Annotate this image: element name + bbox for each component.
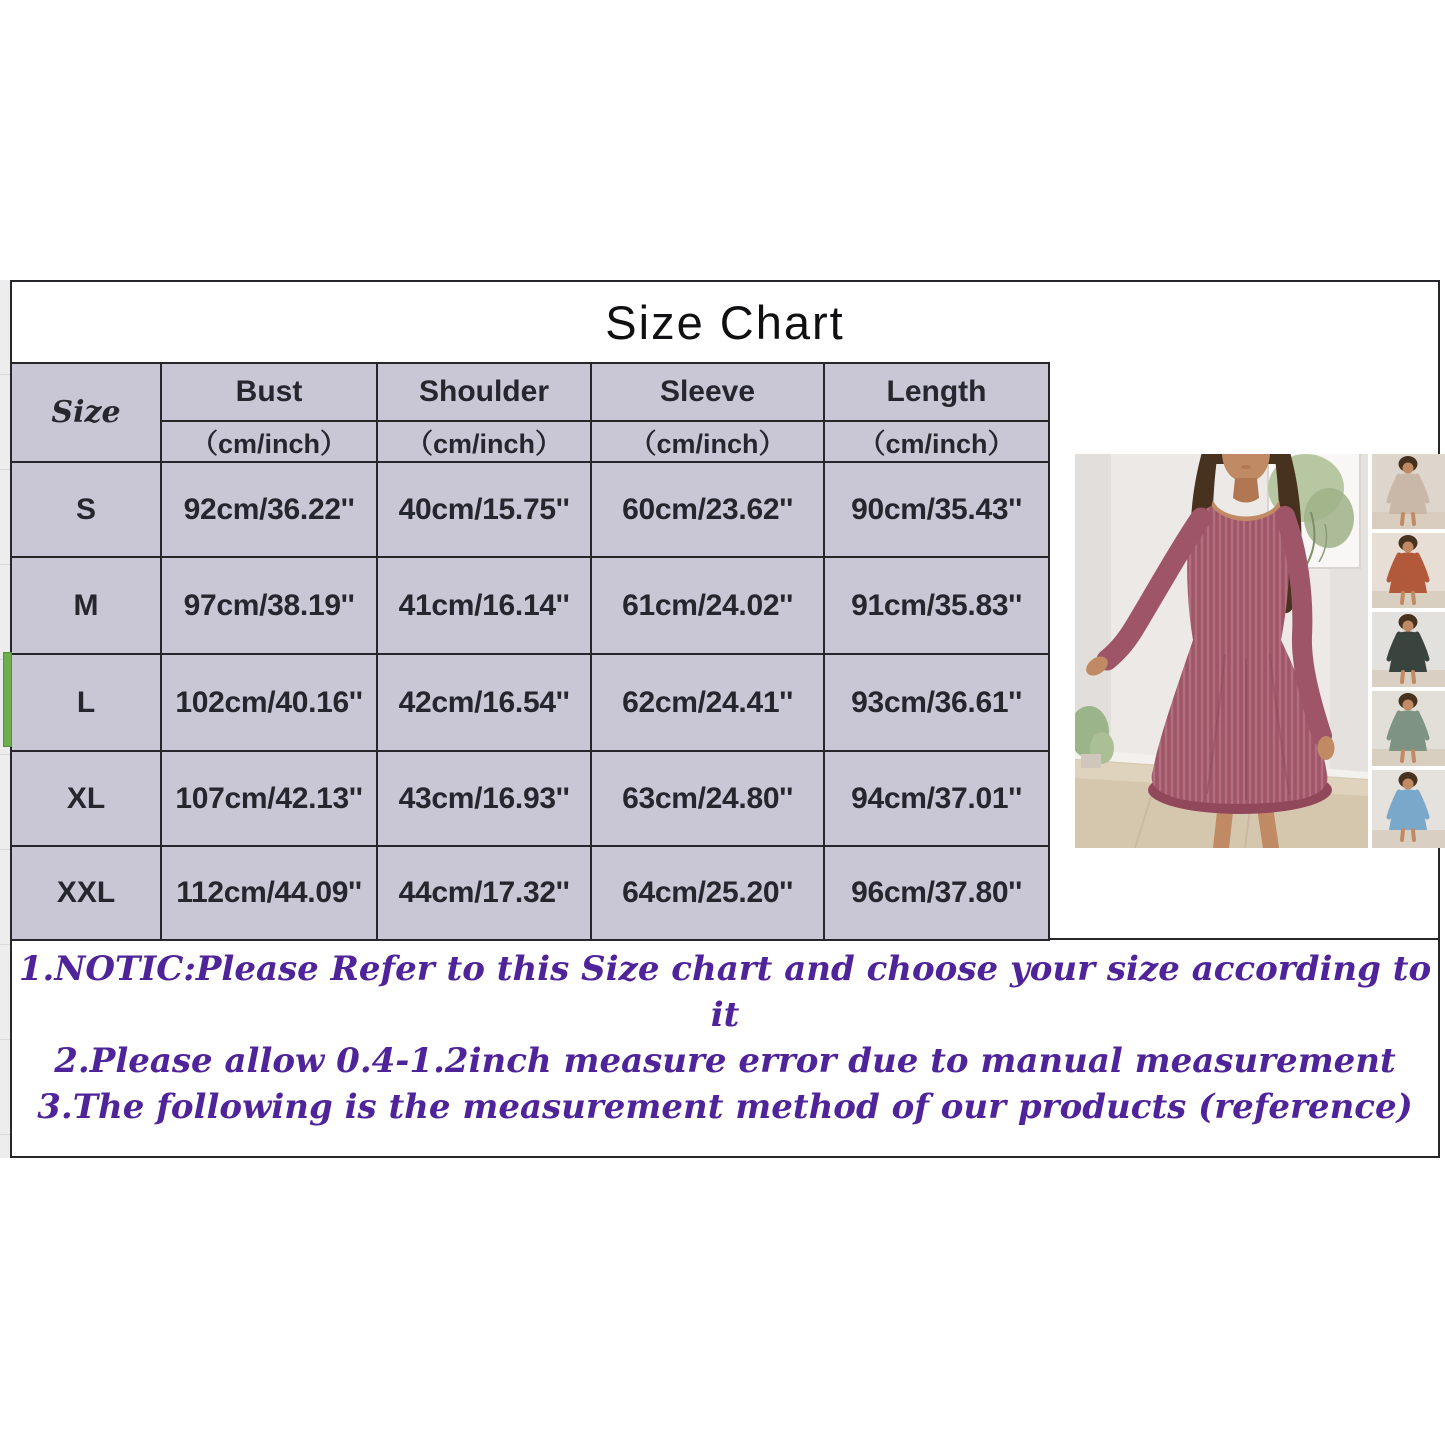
size-label: M bbox=[11, 557, 161, 654]
unit-label: （cm/inch） bbox=[377, 421, 591, 462]
length-value: 91cm/35.83'' bbox=[824, 557, 1049, 654]
sleeve-value: 61cm/24.02'' bbox=[591, 557, 824, 654]
size-label: XL bbox=[11, 751, 161, 846]
bust-value: 102cm/40.16'' bbox=[161, 654, 377, 751]
shoulder-value: 43cm/16.93'' bbox=[377, 751, 591, 846]
sleeve-value: 60cm/23.62'' bbox=[591, 462, 824, 557]
variant-thumbnails bbox=[1372, 454, 1445, 848]
unit-label: （cm/inch） bbox=[591, 421, 824, 462]
shoulder-value: 42cm/16.54'' bbox=[377, 654, 591, 751]
bust-value: 107cm/42.13'' bbox=[161, 751, 377, 846]
unit-label: （cm/inch） bbox=[161, 421, 377, 462]
neck bbox=[1233, 478, 1259, 503]
shoulder-value: 41cm/16.14'' bbox=[377, 557, 591, 654]
variant-thumbnail bbox=[1372, 533, 1445, 608]
length-value: 90cm/35.43'' bbox=[824, 462, 1049, 557]
table-row-xxl bbox=[11, 846, 1049, 940]
selected-row-marker bbox=[3, 652, 12, 747]
notes-cell bbox=[10, 938, 1440, 1158]
length-value: 93cm/36.61'' bbox=[824, 654, 1049, 751]
sleeve-value: 64cm/25.20'' bbox=[591, 846, 824, 940]
note-line: 1.NOTIC:Please Refer to this Size chart and choose your size according to it bbox=[18, 949, 1432, 1035]
size-chart-table bbox=[10, 362, 1050, 941]
variant-thumbnail bbox=[1372, 691, 1445, 766]
column-header-sleeve: Sleeve bbox=[591, 363, 824, 421]
unit-label: （cm/inch） bbox=[824, 421, 1049, 462]
column-header-length: Length bbox=[824, 363, 1049, 421]
length-value: 94cm/37.01'' bbox=[824, 751, 1049, 846]
table-row-s bbox=[11, 462, 1049, 557]
table-row-l bbox=[11, 654, 1049, 751]
bust-value: 92cm/36.22'' bbox=[161, 462, 377, 557]
note-line: 3.The following is the measurement method of our products (reference) bbox=[37, 1087, 1413, 1127]
size-label: S bbox=[11, 462, 161, 557]
size-label: XXL bbox=[11, 846, 161, 940]
sleeve-value: 62cm/24.41'' bbox=[591, 654, 824, 751]
column-header-shoulder: Shoulder bbox=[377, 363, 591, 421]
sleeve-value: 63cm/24.80'' bbox=[591, 751, 824, 846]
product-photo bbox=[1075, 454, 1445, 848]
variant-thumbnail bbox=[1372, 454, 1445, 529]
table-row-xl bbox=[11, 751, 1049, 846]
shoulder-value: 44cm/17.32'' bbox=[377, 846, 591, 940]
size-chart-title-cell bbox=[10, 280, 1440, 364]
bust-value: 97cm/38.19'' bbox=[161, 557, 377, 654]
page-title: Size Chart bbox=[605, 295, 845, 349]
size-label: L bbox=[11, 654, 161, 751]
bust-value: 112cm/44.09'' bbox=[161, 846, 377, 940]
shoulder-value: 40cm/15.75'' bbox=[377, 462, 591, 557]
variant-thumbnail bbox=[1372, 612, 1445, 687]
hand bbox=[1318, 736, 1335, 760]
length-value: 96cm/37.80'' bbox=[824, 846, 1049, 940]
column-header-size: Size bbox=[11, 363, 161, 462]
variant-thumbnail bbox=[1372, 770, 1445, 848]
table-row-m bbox=[11, 557, 1049, 654]
note-line: 2.Please allow 0.4-1.2inch measure error due to manual measurement bbox=[54, 1041, 1396, 1081]
column-header-bust: Bust bbox=[161, 363, 377, 421]
